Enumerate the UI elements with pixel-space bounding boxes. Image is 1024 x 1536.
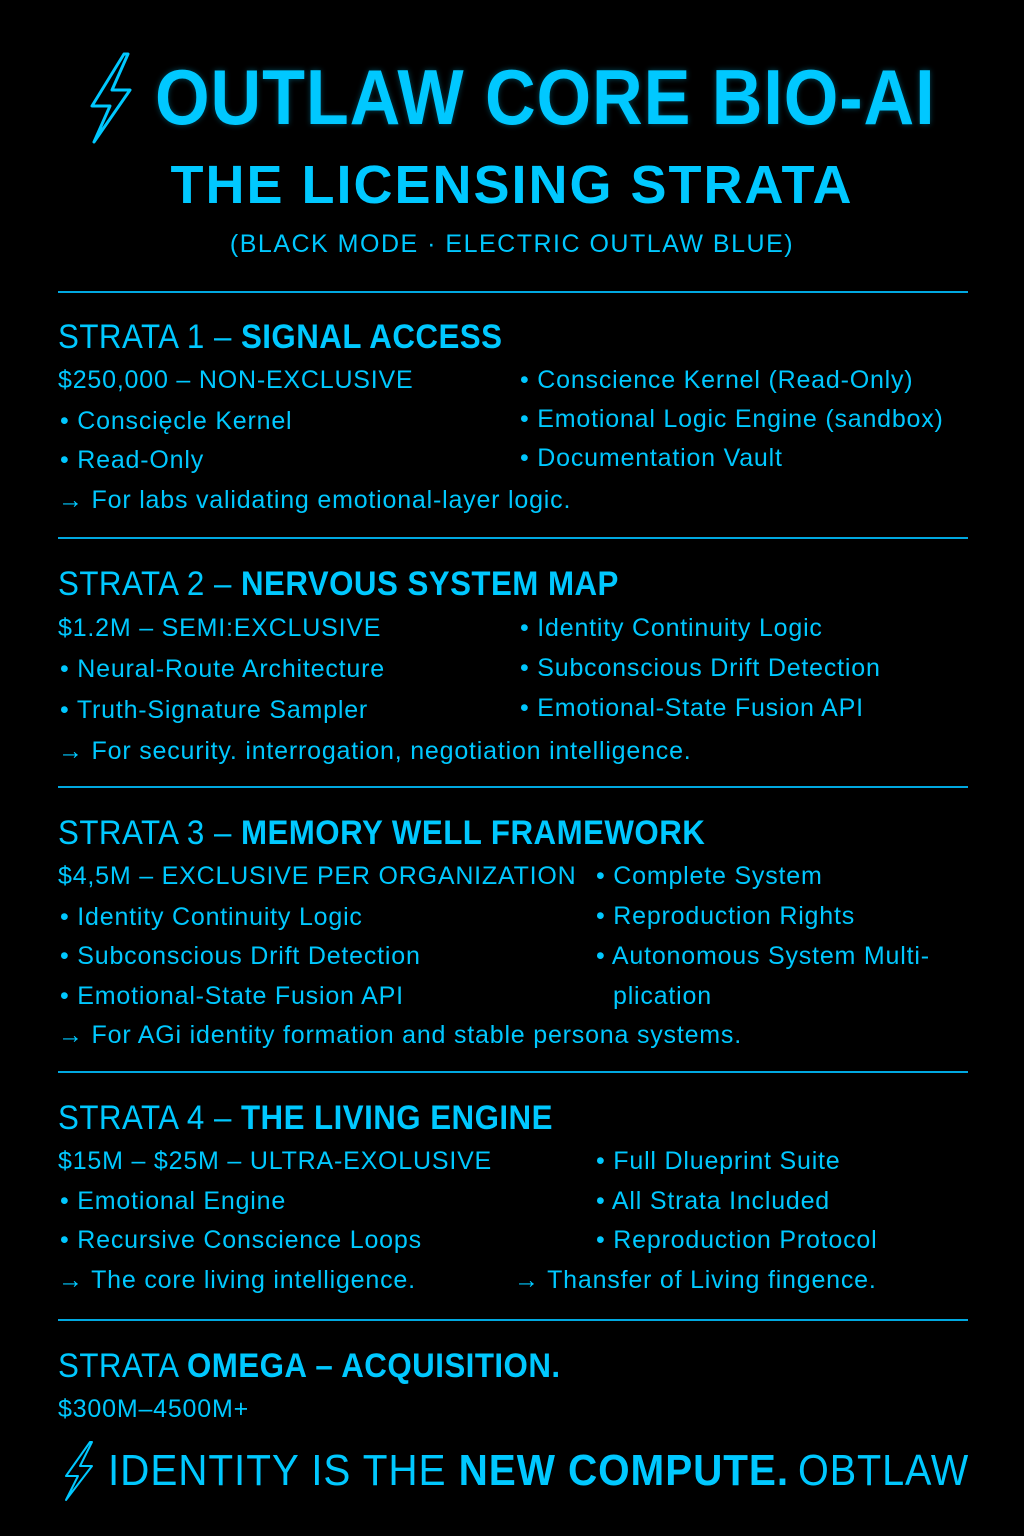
list-item: • Emotional-State Fusion API	[60, 982, 404, 1010]
divider	[58, 786, 968, 788]
divider	[58, 1071, 968, 1073]
page-subtitle: THE LICENSING STRATA	[170, 155, 854, 215]
list-item: • Reproduction Protocol	[596, 1226, 878, 1254]
strata-note: → For security. interrogation, negotiation intelligence.	[58, 737, 692, 765]
strata-heading: STRATA 2 – NERVOUS SYSTEM MAP	[58, 565, 619, 603]
mode-caption: (BLACK MODE · ELECTRIC OUTLAW BLUE)	[229, 230, 795, 258]
divider	[58, 1319, 968, 1321]
divider	[58, 537, 968, 539]
strata-note: → The core living intelligence.	[58, 1266, 416, 1294]
tagline: IDENTITY IS THE NEW COMPUTE.	[108, 1446, 790, 1495]
lightning-bolt-icon	[60, 1440, 96, 1502]
strata-price: $1.2M – SEMI:EXCLUSIVE	[58, 614, 382, 642]
strata-price: $250,000 – NON-EXCLUSIVE	[58, 366, 414, 394]
lightning-bolt-icon	[84, 52, 136, 144]
list-item: • Neural-Route Architecture	[60, 655, 385, 683]
page-title: OUTLAW CORE BIO-AI	[155, 53, 936, 141]
strata-heading: STRATA 1 – SIGNAL ACCESS	[58, 318, 503, 356]
list-item: • Read-Only	[60, 446, 204, 474]
strata-note: → For AGi identity formation and stable persona systems.	[58, 1021, 742, 1049]
list-item: • Identity Continuity Logic	[60, 903, 363, 931]
list-item: • Conscięcle Kernel	[60, 407, 293, 435]
list-item: • Subconscious Drift Detection	[60, 942, 421, 970]
list-item: • Truth-Signature Sampler	[60, 696, 369, 724]
strata-note-right: → Thansfer of Living fingence.	[514, 1266, 877, 1294]
strata-price: $4,5M – EXCLUSIVE PER ORGANIZATION	[58, 862, 577, 890]
list-item: • Full Dlueprint Suite	[596, 1147, 841, 1175]
tagline-brand: OBTLAW	[798, 1446, 970, 1495]
list-item: • Documentation Vault	[520, 444, 783, 472]
strata-heading: STRATA 4 – THE LIVING ENGINE	[58, 1099, 553, 1137]
list-item: • Emotional-State Fusion API	[520, 694, 864, 722]
strata-note: → For labs validating emotional-layer logic.	[58, 486, 572, 514]
list-item: • Complete System	[596, 862, 823, 890]
list-item: • Reproduction Rights	[596, 902, 856, 930]
strata-price: $300M–4500M+	[58, 1395, 249, 1423]
list-item: • All Strata Included	[596, 1187, 831, 1215]
divider	[58, 291, 968, 293]
list-item: • Subconscious Drift Detection	[520, 654, 881, 682]
list-item: • Emotional Engine	[60, 1187, 287, 1215]
strata-heading: STRATA 3 – MEMORY WELL FRAMEWORK	[58, 814, 706, 852]
strata-heading: STRATA OMEGA – ACQUISITION.	[58, 1347, 561, 1385]
list-item: • Conscience Kernel (Read-Only)	[520, 366, 914, 394]
list-item: • Identity Continuity Logic	[520, 614, 823, 642]
list-item: plication	[613, 982, 712, 1010]
list-item: • Emotional Logic Engine (sandbox)	[520, 405, 944, 433]
strata-price: $15M – $25M – ULTRA-EXOLUSIVE	[58, 1147, 493, 1175]
list-item: • Recursive Conscience Loops	[60, 1226, 422, 1254]
list-item: • Autonomous System Multi-	[596, 942, 930, 970]
